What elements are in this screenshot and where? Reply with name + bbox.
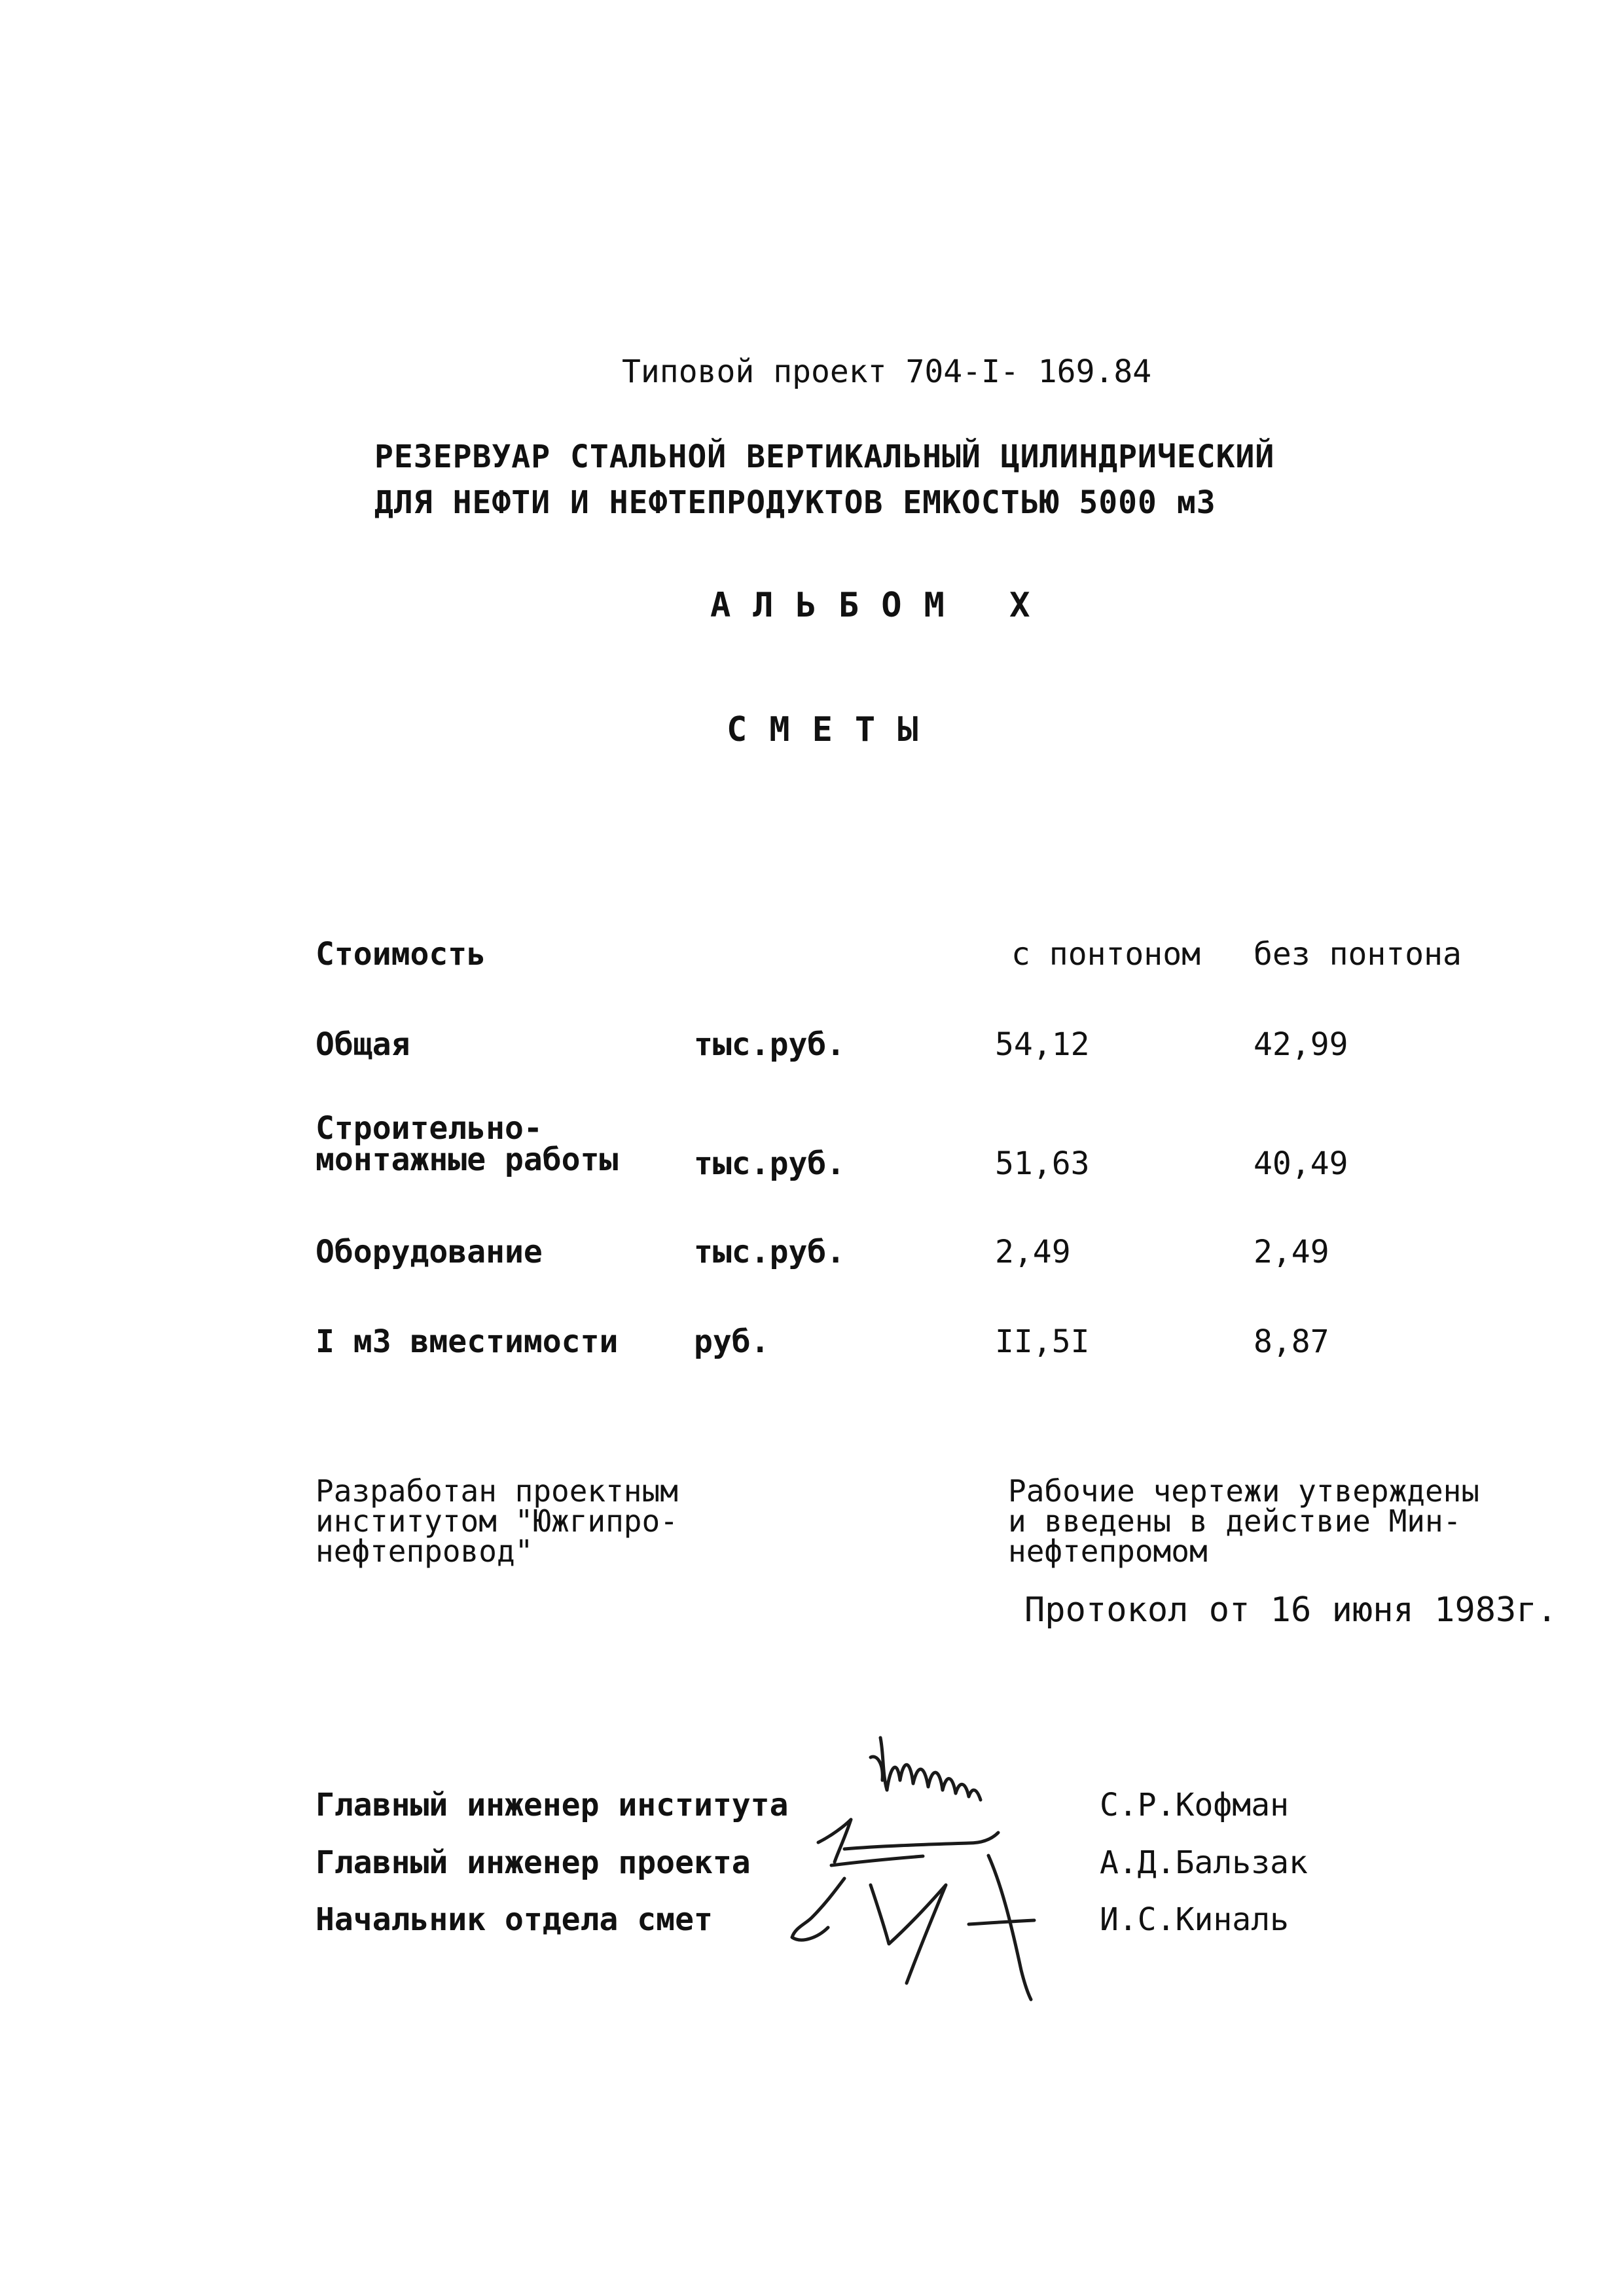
approval-note: Рабочие чертежи утверждены и введены в действие Мин- нефтепромом (1008, 1473, 1480, 1569)
row-label: Строительно- монтажные работы (316, 1110, 619, 1178)
row-value-with-pontoon: 54,12 (995, 1026, 1090, 1063)
signer-name: С.Р.Кофман (1100, 1787, 1289, 1823)
section-label: СМЕТЫ (727, 710, 941, 749)
row-value-without-pontoon: 8,87 (1254, 1323, 1329, 1360)
row-label: Оборудование (316, 1234, 543, 1270)
title-line-1: РЕЗЕРВУАР СТАЛЬНОЙ ВЕРТИКАЛЬНЫЙ ЦИЛИНДРИЧЕСКИЙ (374, 439, 1275, 475)
col-header-label: Стоимость (316, 936, 486, 973)
col-header-without-pontoon: без понтона (1254, 936, 1462, 973)
signer-role: Главный инженер института (316, 1787, 789, 1823)
album-label: АЛЬБОМ X (710, 586, 1053, 625)
row-value-with-pontoon: 51,63 (995, 1145, 1090, 1182)
signer-role: Начальник отдела смет (316, 1901, 713, 1938)
row-label: Общая (316, 1026, 410, 1063)
row-unit: руб. (694, 1323, 770, 1360)
row-value-without-pontoon: 40,49 (1254, 1145, 1348, 1182)
row-label: I м3 вместимости (316, 1323, 619, 1360)
developer-note: Разработан проектным институтом "Южгипро- нефтепровод" (316, 1473, 678, 1569)
row-unit: тыс.руб. (694, 1145, 846, 1182)
signer-name: И.С.Киналь (1100, 1901, 1289, 1938)
signer-name: А.Д.Бальзак (1100, 1844, 1308, 1881)
title-line-2: ДЛЯ НЕФТИ И НЕФТЕПРОДУКТОВ ЕМКОСТЬЮ 5000 м3 (374, 484, 1216, 521)
protocol-date: Протокол от 16 июня 1983г. (1024, 1590, 1557, 1630)
row-value-with-pontoon: 2,49 (995, 1234, 1071, 1270)
row-unit: тыс.руб. (694, 1026, 846, 1063)
handwritten-signatures-icon (772, 1728, 1113, 2003)
col-header-with-pontoon: с понтоном (1011, 936, 1200, 973)
row-value-without-pontoon: 42,99 (1254, 1026, 1348, 1063)
signer-role: Главный инженер проекта (316, 1844, 751, 1881)
row-value-with-pontoon: II,5I (995, 1323, 1090, 1360)
row-value-without-pontoon: 2,49 (1254, 1234, 1329, 1270)
row-unit: тыс.руб. (694, 1234, 846, 1270)
project-number: Типовой проект 704-I- 169.84 (622, 353, 1152, 390)
